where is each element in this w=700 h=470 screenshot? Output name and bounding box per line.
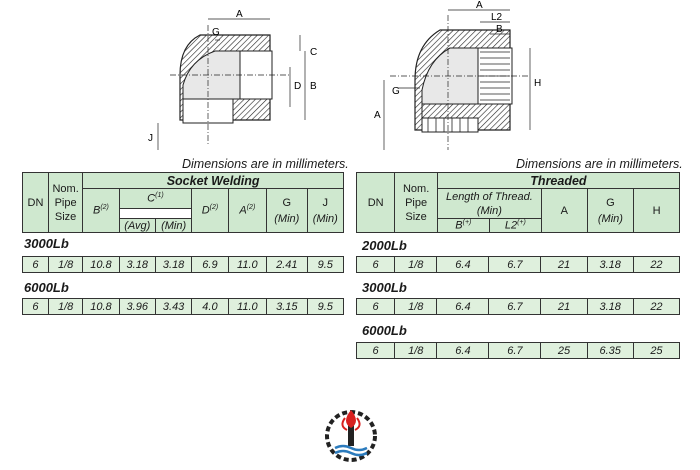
units-note-left: Dimensions are in millimeters. bbox=[182, 157, 349, 171]
col-nom-pipe-size: Nom. Pipe Size bbox=[48, 173, 82, 233]
dim-g-label: G bbox=[392, 86, 400, 97]
col-b: B(+) bbox=[437, 219, 489, 233]
socket-3000-row: 6 1/8 10.8 3.18 3.18 6.9 11.0 2.41 9.5 bbox=[22, 256, 344, 273]
threaded-header bbox=[356, 172, 680, 233]
dim-g-label: G bbox=[212, 27, 220, 38]
socket-6000-row: 6 1/8 10.8 3.96 3.43 4.0 11.0 3.15 9.5 bbox=[22, 298, 344, 315]
company-logo bbox=[323, 408, 379, 464]
dim-a-side-label: A bbox=[374, 110, 381, 121]
dim-c-label: C bbox=[310, 47, 318, 58]
dim-a-top-label: A bbox=[476, 0, 483, 11]
threaded-elbow-drawing bbox=[370, 0, 560, 160]
col-a: A bbox=[541, 189, 587, 233]
threaded-class-3000: 3000Lb bbox=[362, 280, 407, 295]
socket-weld-elbow-drawing bbox=[140, 5, 330, 155]
dim-d-label: D bbox=[294, 81, 302, 92]
dim-b-label: B bbox=[310, 81, 317, 92]
dim-a-label: A bbox=[236, 9, 243, 20]
col-nom-pipe-size: Nom. Pipe Size bbox=[395, 173, 438, 233]
col-j: J (Min) bbox=[307, 189, 343, 233]
threaded-title: Threaded bbox=[437, 173, 679, 189]
col-b: $B^{(2)}$ bbox=[83, 189, 119, 233]
col-l2: L2(+) bbox=[489, 219, 541, 233]
col-dn: DN bbox=[357, 173, 395, 233]
col-c-avg: (Avg) bbox=[119, 219, 155, 233]
col-g: G (Min) bbox=[587, 189, 633, 233]
socket-welding-header bbox=[22, 172, 344, 233]
col-length-of-thread: Length of Thread. (Min) bbox=[437, 189, 541, 219]
socket-class-3000: 3000Lb bbox=[24, 236, 69, 251]
threaded-3000-row: 6 1/8 6.4 6.7 21 3.18 22 bbox=[356, 298, 680, 315]
col-c-min: (Min) bbox=[155, 219, 191, 233]
threaded-class-6000: 6000Lb bbox=[362, 323, 407, 338]
col-h: H bbox=[634, 189, 680, 233]
socket-welding-title: Socket Welding bbox=[83, 173, 344, 189]
socket-class-6000: 6000Lb bbox=[24, 280, 69, 295]
col-a: $A^{(2)}$ bbox=[228, 189, 266, 233]
dim-h-label: H bbox=[534, 78, 542, 89]
units-note-right: Dimensions are in millimeters. bbox=[516, 157, 683, 171]
dim-j-label: J bbox=[148, 133, 153, 144]
col-c: $C^{(1)}$ bbox=[119, 189, 192, 209]
col-g: G (Min) bbox=[267, 189, 308, 233]
col-dn: DN bbox=[23, 173, 49, 233]
dim-b-label: B bbox=[496, 24, 503, 35]
threaded-class-2000: 2000Lb bbox=[362, 238, 407, 253]
threaded-2000-row: 6 1/8 6.4 6.7 21 3.18 22 bbox=[356, 256, 680, 273]
threaded-6000-row: 6 1/8 6.4 6.7 25 6.35 25 bbox=[356, 342, 680, 359]
dim-l2-label: L2 bbox=[491, 12, 503, 23]
col-d: $D^{(2)}$ bbox=[192, 189, 228, 233]
